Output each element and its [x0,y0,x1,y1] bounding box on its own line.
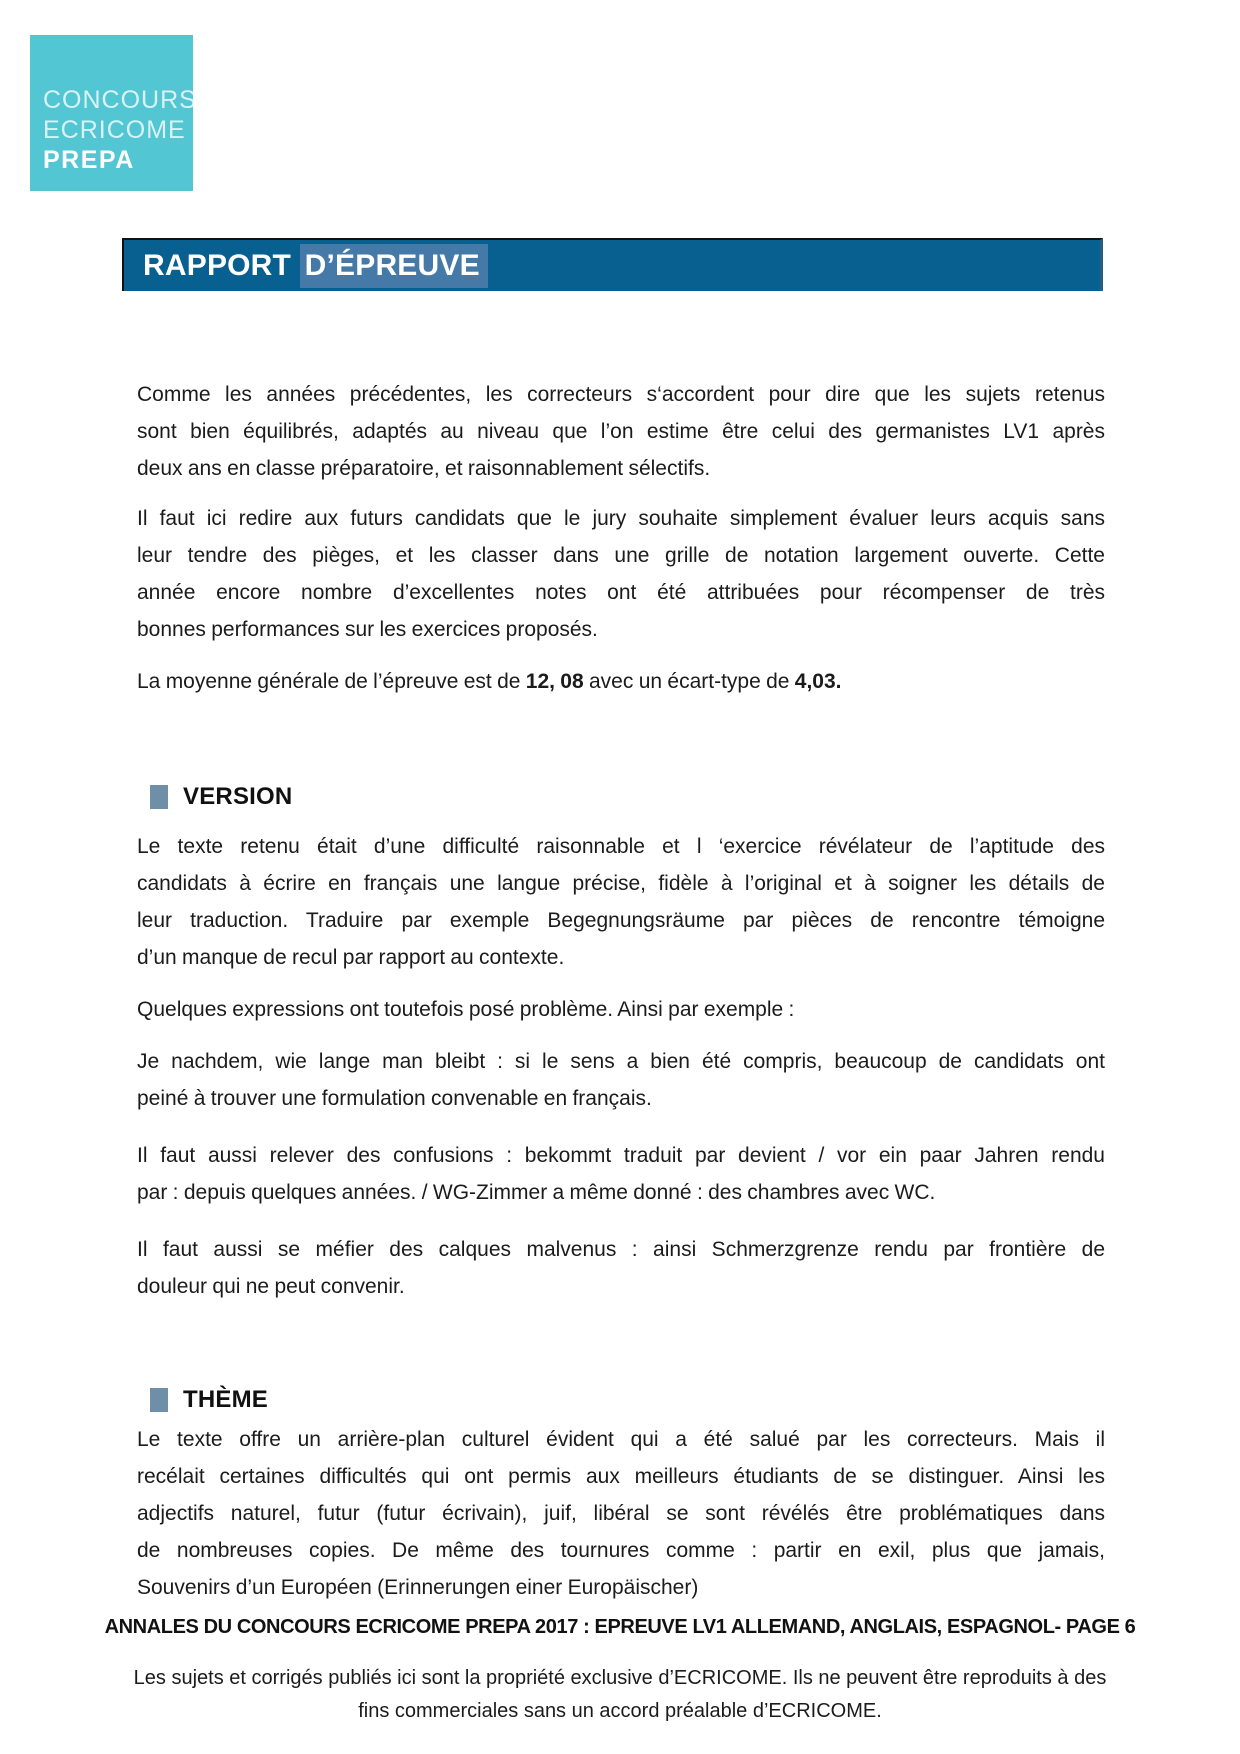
page-title-highlighted: D’ÉPREUVE [300,244,488,288]
intro-paragraph-2: Il faut ici redire aux futurs candidats que le jury souhaite simplement évaluer leurs acquis sans leur tendre des pièges, et les classer dans une grille de notation largement ouverte. Cette année encore nombre d’excellentes notes ont été attribuées pour récompenser de très bonnes performances sur les exercices proposés. [137,507,1105,641]
section-heading-theme [150,1381,1105,1418]
version-paragraph-2: Quelques expressions ont toutefois posé problème. Ainsi par exemple : [137,998,795,1021]
version-paragraph-1: Le texte retenu était d’une difficulté raisonnable et l ‘exercice révélateur de l’aptitude des candidats à écrire en français une langue précise, fidèle à l’original et à soigner les détails de leur traduction. Traduire par exemple Begegnungsräume par pièces de rencontre témoigne d’un manque de recul par rapport au contexte. [137,835,1105,969]
report-title-bar [122,238,1103,291]
version-paragraph-5: Il faut aussi se méfier des calques malvenus : ainsi Schmerzgrenze rendu par frontière de douleur qui ne peut convenir. [137,1238,1105,1298]
square-bullet-icon [150,785,168,809]
footer-copyright: Les sujets et corrigés publiés ici sont la propriété exclusive d’ECRICOME. Ils ne peuvent être reproduits à des fins commerciales sans un accord préalable d’ECRICOME. [133,1667,1107,1722]
theme-paragraph-1: Le texte offre un arrière-plan culturel évident qui a été salué par les correcteurs. Mais il recélait certaines difficultés qui ont permis aux meilleurs étudiants de se distinguer. Ainsi les adjectifs naturel, futur (futur écrivain), juif, libéral se sont révélés être problématiques dans de nombreuses copies. De même des tournures comme : partir en exil, plus que jamais, Souvenirs d’un Européen (Erinnerungen einer Europäischer) [137,1428,1105,1599]
intro-paragraph-1: Comme les années précédentes, les correcteurs s‘accordent pour dire que les sujets retenus sont bien équilibrés, adaptés au niveau que l’on estime être celui des germanistes LV1 après deux ans en classe préparatoire, et raisonnablement sélectifs. [137,383,1105,480]
footer-annales-line: ANNALES DU CONCOURS ECRICOME PREPA 2017 : EPREUVE LV1 ALLEMAND, ANGLAIS, ESPAGNOL- PAGE 6 [104,1616,1136,1638]
section-title-theme: THÈME [183,1385,268,1413]
square-bullet-icon [150,1388,168,1412]
page-title-plain: RAPPORT [143,248,300,282]
page-title [143,249,488,283]
ecricome-prepa-logo [30,35,197,191]
logo-line-prepa: PREPA [43,146,135,174]
average-score-paragraph: La moyenne générale de l’épreuve est de 12, 08 avec un écart-type de 4,03. [137,670,842,693]
report-body [137,376,1105,1606]
section-title-version: VERSION [183,782,293,810]
version-paragraph-3: Je nachdem, wie lange man bleibt : si le sens a bien été compris, beaucoup de candidats ont peiné à trouver une formulation convenable en français. [137,1050,1105,1110]
logo-line-ecricome: ECRICOME [43,116,186,144]
logo-line-concours: CONCOURS [43,86,197,114]
version-paragraph-4: Il faut aussi relever des confusions : bekommt traduit par devient / vor ein paar Jahren rendu par : depuis quelques années. / WG-Zimmer a même donné : des chambres avec WC. [137,1144,1105,1204]
section-heading-version [150,778,1105,815]
